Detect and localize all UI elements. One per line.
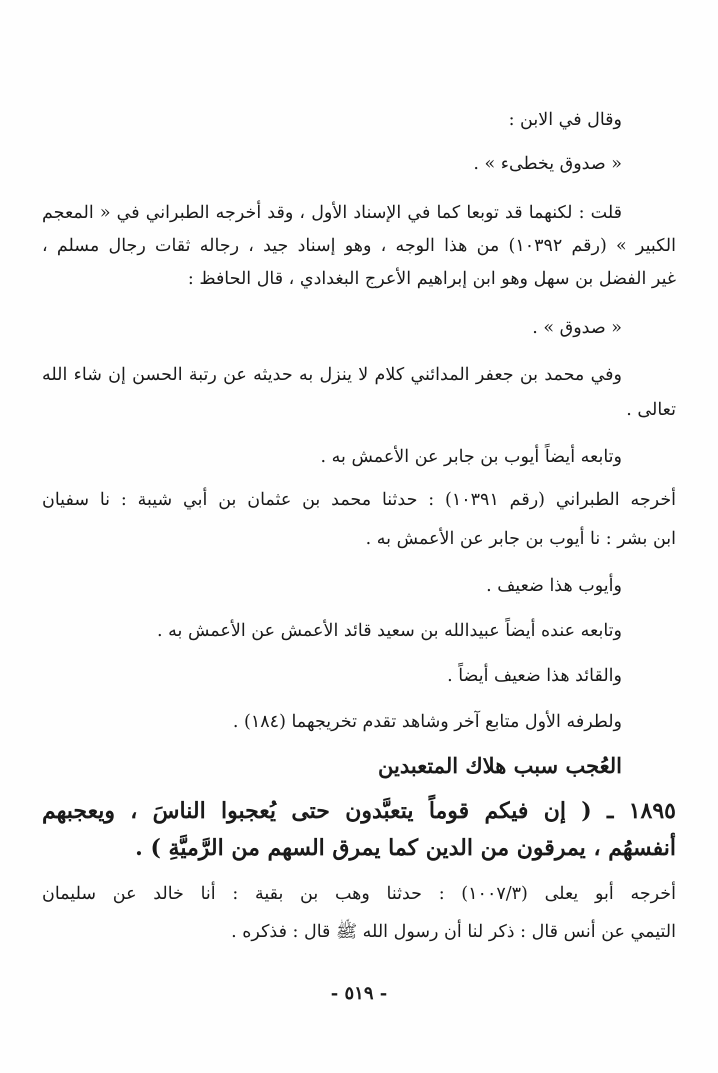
paragraph-line: أخرجه أبو يعلى (١٠٠٧/٣) : حدثنا وهب بن بقية : أنا خالد عن سليمان [42,884,676,904]
paragraph-line: قلت : لكنهما قد توبعا كما في الإسناد الأول ، وقد أخرجه الطبراني في « المعجم [42,203,622,223]
text-line: والقائد هذا ضعيف أيضاً . [447,666,622,686]
page-number: - ٥١٩ - [330,983,388,1004]
text-line: وتابعه أيضاً أيوب بن جابر عن الأعمش به . [320,447,622,467]
quote-line: « صدوق » . [532,318,622,338]
hadith-text-line: أنفسهُم ، يمرقون من الدين كما يمرق السهم من الرَّميَّةِ ) . [135,835,676,861]
paragraph-line: الكبير » (رقم ١٠٣٩٢) من هذا الوجه ، وهو إسناد جيد ، رجاله ثقات رجال مسلم ، [42,236,677,256]
hadith-text-line: ١٨٩٥ ـ ( إن فيكم قوماً يتعبَّدون حتى يُعجبوا الناسَ ، ويعجبهم [42,798,676,824]
paragraph-line: تعالى . [626,400,676,420]
text-line: ولطرفه الأول متابع آخر وشاهد تقدم تخريجهما (١٨٤) . [232,712,622,732]
text-line: وتابعه عنده أيضاً عبيدالله بن سعيد قائد الأعمش عن الأعمش به . [157,621,622,641]
paragraph-line: التيمي عن أنس قال : ذكر لنا أن رسول الله ﷺ قال : فذكره . [231,922,676,942]
text-line: وقال في الابن : [508,110,622,130]
paragraph-line: غير الفضل بن سهل وهو ابن إبراهيم الأعرج البغدادي ، قال الحافظ : [187,269,676,289]
section-heading: العُجب سبب هلاك المتعبدين [378,753,622,778]
quote-line: « صدوق يخطىء » . [473,154,622,174]
paragraph-line: أخرجه الطبراني (رقم ١٠٣٩١) : حدثنا محمد بن عثمان بن أبي شيبة : نا سفيان [42,490,676,510]
text-line: وأيوب هذا ضعيف . [486,576,622,596]
paragraph-line: وفي محمد بن جعفر المدائني كلام لا ينزل به حديثه عن رتبة الحسن إن شاء الله [42,365,622,385]
paragraph-line: ابن بشر : نا أيوب بن جابر عن الأعمش به . [365,529,676,549]
